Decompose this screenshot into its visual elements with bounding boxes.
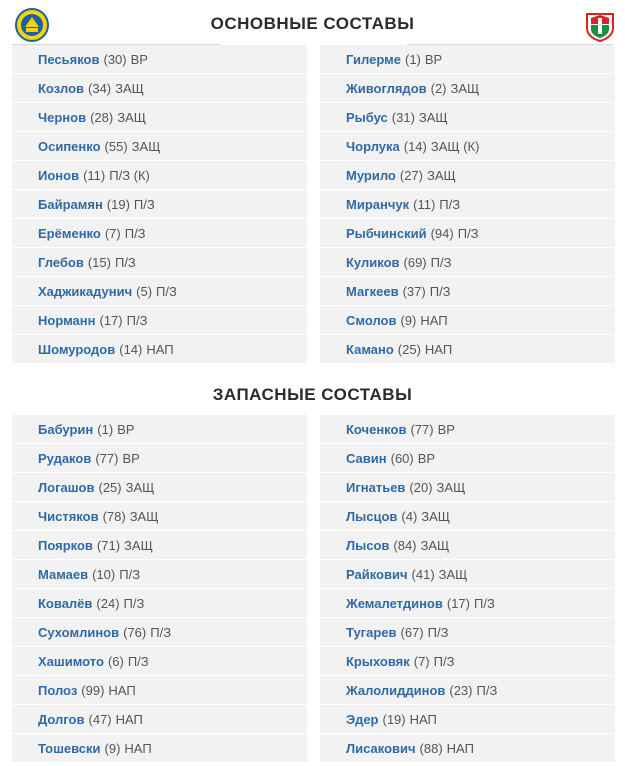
player-row [12, 705, 307, 734]
player-row [12, 132, 307, 161]
player-row [12, 676, 307, 705]
player-number: (14) [119, 341, 143, 357]
player-position: П/З [430, 254, 452, 270]
player-position: ЗАЩ [131, 138, 161, 154]
player-position: П/З [114, 254, 136, 270]
player-row [12, 74, 307, 103]
player-row [12, 103, 307, 132]
player-name-link[interactable]: Логашов [38, 479, 95, 495]
player-position: П/З [476, 682, 498, 698]
player-name-link[interactable]: Крыховяк [346, 653, 410, 669]
player-number: (24) [96, 595, 120, 611]
player-position: НАП [146, 341, 174, 357]
player-row [320, 502, 615, 531]
player-position: П/З [127, 653, 149, 669]
player-row [12, 277, 307, 306]
player-name-link[interactable]: Ерёменко [38, 225, 101, 241]
player-number: (1) [404, 51, 421, 67]
player-row [320, 103, 615, 132]
player-row [12, 161, 307, 190]
player-row [320, 335, 615, 364]
player-name-link[interactable]: Бабурин [38, 421, 94, 437]
player-number: (31) [391, 109, 415, 125]
player-position: НАП [446, 740, 474, 756]
player-number: (14) [403, 138, 427, 154]
player-number: (2) [430, 80, 447, 96]
player-number: (5) [136, 283, 153, 299]
player-position: ЗАЩ [129, 508, 159, 524]
player-row [12, 531, 307, 560]
player-name-link[interactable]: Лисакович [346, 740, 416, 756]
player-row [12, 734, 307, 763]
player-row [320, 219, 615, 248]
player-position: П/З [119, 566, 141, 582]
player-number: (15) [87, 254, 111, 270]
player-position: ЗАЩ [420, 537, 450, 553]
player-number: (11) [83, 167, 106, 183]
player-position: ЗАЩ [125, 479, 155, 495]
player-name-link[interactable]: Рудаков [38, 450, 92, 466]
player-position: П/З [150, 624, 172, 640]
player-name-link[interactable]: Козлов [38, 80, 85, 96]
player-number: (28) [90, 109, 114, 125]
player-name-link[interactable]: Куликов [346, 254, 400, 270]
player-row [320, 45, 615, 74]
player-name-link[interactable]: Райкович [346, 566, 408, 582]
player-number: (30) [103, 51, 127, 67]
player-number: (7) [413, 653, 430, 669]
player-row [320, 277, 615, 306]
player-number: (69) [403, 254, 427, 270]
player-position: ЗАЩ [117, 109, 146, 125]
player-number: (78) [102, 508, 126, 524]
player-number: (25) [397, 341, 421, 357]
player-row [320, 531, 615, 560]
player-name-link[interactable]: Игнатьев [346, 479, 406, 495]
player-number: (67) [400, 624, 424, 640]
player-row [320, 306, 615, 335]
player-number: (6) [107, 653, 124, 669]
player-name-link[interactable]: Гилерме [346, 51, 401, 67]
player-number: (77) [410, 421, 434, 437]
player-row [320, 676, 615, 705]
away-substitutes-list [320, 415, 615, 763]
player-number: (99) [81, 682, 105, 698]
player-row [12, 219, 307, 248]
player-row [12, 618, 307, 647]
player-number: (27) [399, 167, 423, 183]
player-number: (55) [104, 138, 128, 154]
player-position: НАП [115, 711, 143, 727]
player-number: (23) [449, 682, 473, 698]
player-number: (71) [96, 537, 121, 553]
player-name-link[interactable]: Коченков [346, 421, 407, 437]
starting-lineups-title: ОСНОВНЫЕ СОСТАВЫ [210, 14, 415, 33]
player-number: (7) [104, 225, 121, 241]
player-row [320, 132, 615, 161]
player-name-link[interactable]: Жалолиддинов [346, 682, 446, 698]
player-row [320, 618, 615, 647]
player-row [320, 560, 615, 589]
player-number: (9) [400, 312, 417, 328]
player-position: П/З [429, 283, 451, 299]
rostov-crest-icon [15, 8, 49, 42]
player-name-link[interactable]: Глебов [38, 254, 84, 270]
player-number: (19) [382, 711, 406, 727]
player-position: НАП [424, 341, 453, 357]
player-name-link[interactable]: Живоглядов [346, 80, 427, 96]
player-number: (88) [419, 740, 443, 756]
player-row [12, 589, 307, 618]
player-number: (34) [88, 80, 112, 96]
player-position: П/З [123, 595, 145, 611]
player-position: ЗАЩ [124, 537, 153, 553]
player-name-link[interactable]: Лысов [346, 537, 390, 553]
player-number: (94) [430, 225, 454, 241]
player-position: НАП [409, 711, 437, 727]
player-position: П/З [439, 196, 461, 212]
player-number: (1) [97, 421, 114, 437]
player-number: (17) [99, 312, 123, 328]
player-position: ЗАЩ [421, 508, 450, 524]
player-number: (4) [401, 508, 418, 524]
player-position: НАП [420, 312, 448, 328]
player-position: ВР [424, 51, 443, 67]
player-position: ЗАЩ [115, 80, 144, 96]
lokomotiv-crest-icon [583, 8, 617, 42]
player-row [320, 647, 615, 676]
player-name-link[interactable]: Камано [346, 341, 394, 357]
player-row [12, 444, 307, 473]
player-name-link[interactable]: Магкеев [346, 283, 399, 299]
player-number: (77) [95, 450, 119, 466]
player-row [12, 45, 307, 74]
player-row [320, 705, 615, 734]
player-name-link[interactable]: Савин [346, 450, 387, 466]
player-name-link[interactable]: Байрамян [38, 196, 103, 212]
player-row [320, 190, 615, 219]
player-position: П/З [133, 196, 155, 212]
player-name-link[interactable]: Хаджикадунич [38, 283, 133, 299]
player-position: П/З [433, 653, 455, 669]
player-position: ЗАЩ [450, 80, 480, 96]
player-number: (37) [402, 283, 426, 299]
player-number: (10) [92, 566, 116, 582]
player-name-link[interactable]: Шомуродов [38, 341, 116, 357]
player-position: ЗАЩ [426, 167, 456, 183]
player-number: (25) [98, 479, 122, 495]
player-number: (76) [123, 624, 147, 640]
player-position: ЗАЩ [438, 566, 468, 582]
player-number: (60) [390, 450, 414, 466]
player-row [12, 248, 307, 277]
player-number: (84) [393, 537, 417, 553]
player-name-link[interactable]: Осипенко [38, 138, 101, 154]
player-position: ВР [417, 450, 436, 466]
player-number: (19) [106, 196, 130, 212]
player-name-link[interactable]: Чорлука [346, 138, 400, 154]
player-position: ЗАЩ [418, 109, 448, 125]
home-starting-list [12, 45, 307, 364]
player-name-link[interactable]: Долгов [38, 711, 85, 727]
player-position: П/З [156, 283, 177, 299]
player-row [12, 335, 307, 364]
player-name-link[interactable]: Мамаев [38, 566, 89, 582]
player-name-link[interactable]: Чернов [38, 109, 87, 125]
player-row [320, 444, 615, 473]
player-row [320, 589, 615, 618]
player-name-link[interactable]: Мурило [346, 167, 396, 183]
player-name-link[interactable]: Миранчук [346, 196, 410, 212]
player-position: П/З [457, 225, 479, 241]
player-name-link[interactable]: Смолов [346, 312, 397, 328]
player-row [320, 74, 615, 103]
player-name-link[interactable]: Тугарев [346, 624, 397, 640]
player-position: П/З [124, 225, 146, 241]
player-name-link[interactable]: Лысцов [346, 508, 398, 524]
player-position: ВР [130, 51, 148, 67]
player-name-link[interactable]: Сухомлинов [38, 624, 120, 640]
player-position: П/З [427, 624, 449, 640]
player-position: ЗАЩ [436, 479, 466, 495]
player-row [12, 306, 307, 335]
player-row [320, 415, 615, 444]
player-name-link[interactable]: Песьяков [38, 51, 100, 67]
player-name-link[interactable]: Тошевски [38, 740, 101, 756]
player-row [12, 560, 307, 589]
player-name-link[interactable]: Рыбчинский [346, 225, 427, 241]
player-row [12, 190, 307, 219]
player-row [320, 473, 615, 502]
home-substitutes-list [12, 415, 307, 763]
player-number: (17) [446, 595, 470, 611]
player-name-link[interactable]: Поярков [38, 537, 93, 553]
player-row [12, 473, 307, 502]
player-position: ВР [117, 421, 135, 437]
player-position: НАП [108, 682, 136, 698]
player-row [12, 647, 307, 676]
player-row [12, 502, 307, 531]
player-name-link[interactable]: Полоз [38, 682, 78, 698]
player-number: (20) [409, 479, 433, 495]
player-row [320, 161, 615, 190]
player-row [12, 415, 307, 444]
player-name-link[interactable]: Чистяков [38, 508, 99, 524]
player-position: П/З [126, 312, 148, 328]
player-name-link[interactable]: Ковалёв [38, 595, 93, 611]
player-row [320, 734, 615, 763]
player-number: (47) [88, 711, 112, 727]
substitutes-title: ЗАПАСНЫЕ СОСТАВЫ [212, 385, 413, 404]
player-number: (11) [413, 196, 436, 212]
player-position: ЗАЩ (К) [430, 138, 480, 154]
away-starting-list [320, 45, 615, 364]
player-name-link[interactable]: Ионов [38, 167, 80, 183]
player-position: П/З [473, 595, 495, 611]
player-position: ВР [437, 421, 455, 437]
player-name-link[interactable]: Эдер [346, 711, 379, 727]
player-name-link[interactable]: Рыбус [346, 109, 388, 125]
player-name-link[interactable]: Жемалетдинов [346, 595, 443, 611]
player-name-link[interactable]: Хашимото [38, 653, 104, 669]
player-number: (9) [104, 740, 121, 756]
player-position: ВР [122, 450, 140, 466]
player-name-link[interactable]: Норманн [38, 312, 96, 328]
player-position: П/З (К) [109, 167, 150, 183]
player-position: НАП [124, 740, 152, 756]
player-row [320, 248, 615, 277]
player-number: (41) [411, 566, 435, 582]
